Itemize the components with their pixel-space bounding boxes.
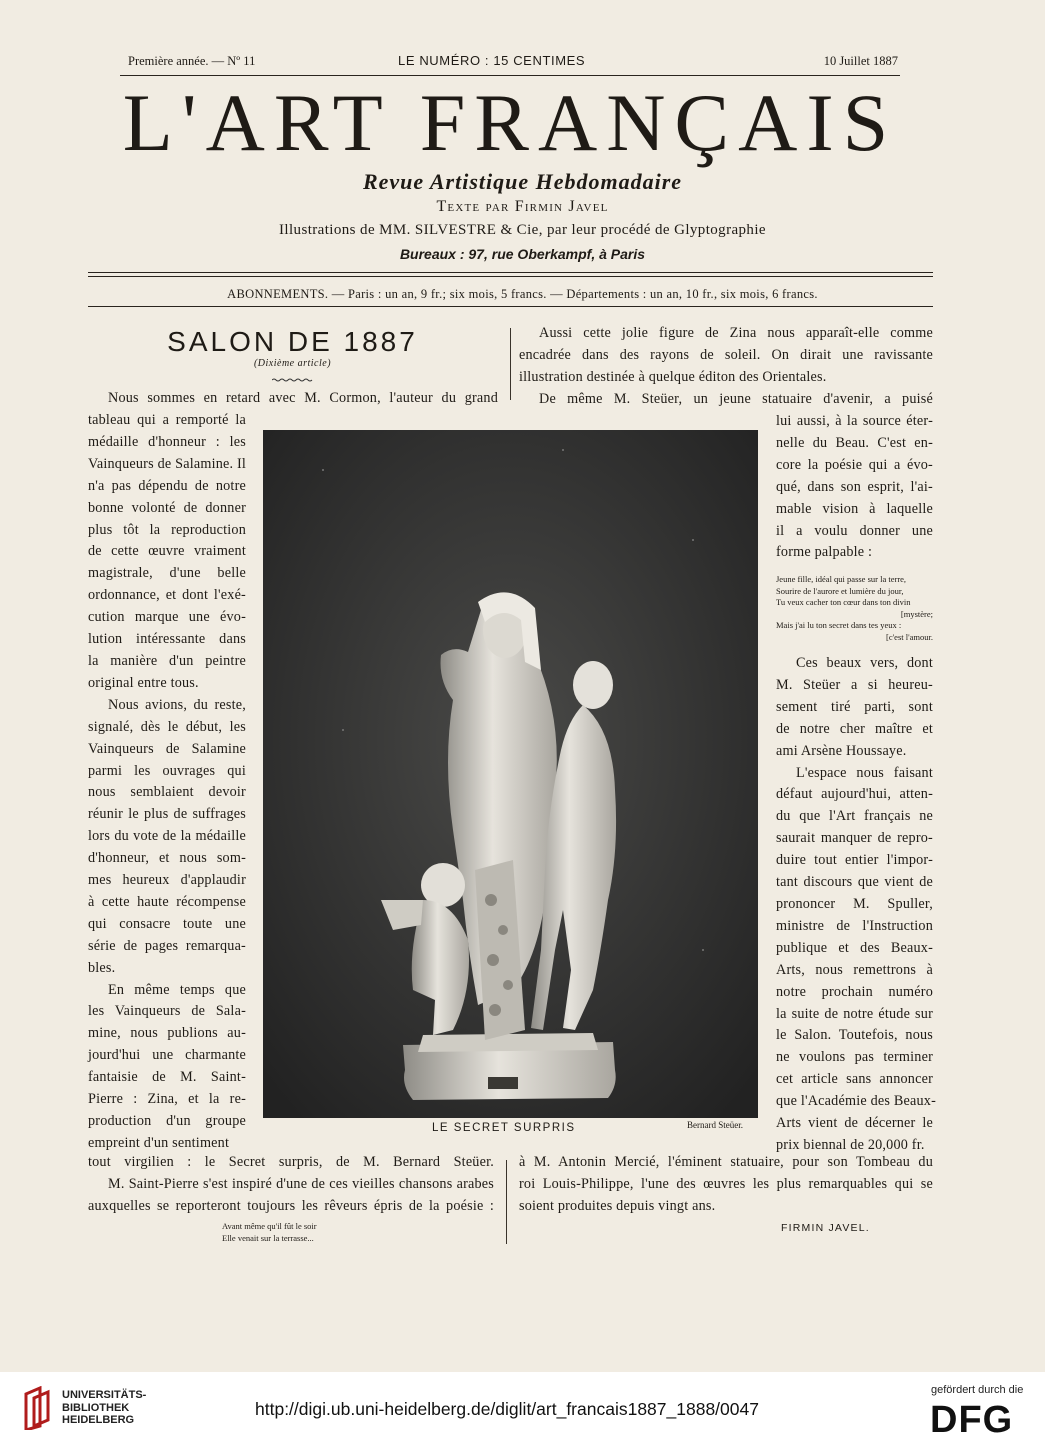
column-divider-top: [510, 328, 511, 400]
masthead-subtitle: Revue Artistique Hebdomadaire: [362, 169, 683, 194]
text-line: réunir le plus de suffrages: [88, 806, 246, 823]
text-line: ne voulons pas terminer: [776, 1049, 933, 1066]
text-line: tableau qui a remporté la: [88, 412, 246, 428]
illustrations-credit: Illustrations de MM. SILVESTRE & Cie, par leur procédé de Glyptographie: [279, 222, 766, 238]
right-top-paragraph: [519, 323, 933, 411]
text-line: que l'Académie des Beaux-: [776, 1093, 937, 1110]
text-line: lors du vote de la médaille: [88, 828, 246, 845]
text-line: le Salon. Toutefois, nous: [776, 1027, 933, 1044]
text-line: forme palpable :: [776, 544, 873, 561]
text-line: encadrée dans des rayons de soleil. On dirait une ravissante: [519, 346, 933, 363]
text-line: série de pages remarqua-: [88, 937, 246, 954]
text-line: la manière d'un peintre: [88, 652, 246, 669]
subscriptions-rule: [88, 306, 933, 307]
text-line: L'espace nous faisant: [796, 764, 933, 781]
text-line: En même temps que: [108, 981, 246, 998]
article-title: SALON DE 1887: [167, 326, 418, 357]
text-line: nelle du Beau. C'est en-: [776, 434, 933, 451]
verse-line: Mais j'ai lu ton secret dans tes yeux :: [776, 620, 902, 630]
right-narrow-column-a: [776, 411, 933, 564]
issue-price: LE NUMÉRO : 15 CENTIMES: [398, 53, 586, 68]
text-line: Ces beaux vers, dont: [796, 655, 933, 671]
text-line: prix biennal de 20,000 fr.: [776, 1136, 925, 1153]
verse-line: Jeune fille, idéal qui passe sur la terre,: [776, 574, 907, 584]
article-subtitle: (Dixième article): [253, 358, 332, 369]
text-line: n'a pas dépendu de notre: [88, 477, 246, 494]
column-divider-bottom: [506, 1160, 507, 1244]
text-line: médaille d'honneur : les: [88, 433, 246, 450]
text-line: qué, dans son esprit, l'ai-: [776, 478, 933, 495]
text-line: nous semblaient devoir: [88, 784, 246, 801]
text-line: les Vainqueurs de Sala-: [88, 1003, 246, 1020]
text-line: fantaisie de M. Saint-: [88, 1069, 246, 1086]
right-verse: [776, 574, 933, 643]
text-line: ami Arsène Houssaye.: [776, 742, 907, 759]
text-line: la suite de notre étude sur: [776, 1005, 933, 1022]
sculpture-illustration: [263, 430, 758, 1118]
text-line: Pierre : Zina, et la re-: [88, 1091, 246, 1108]
left-top-paragraph: [88, 388, 498, 410]
text-line: De même M. Steüer, un jeune statuaire d'avenir, a puisé: [539, 390, 933, 407]
text-line: mine, nous publions au-: [88, 1025, 246, 1042]
text-line: auxquelles se reporteront toujours les rêveurs épris de la poésie :: [88, 1197, 494, 1214]
right-bottom-paragraph: [519, 1152, 933, 1218]
text-line: original entre tous.: [88, 674, 199, 691]
text-line: Arts, nous remettrons à: [776, 961, 933, 978]
library-name: [62, 1389, 146, 1427]
verse-line: Elle venait sur la terrasse...: [222, 1232, 314, 1243]
text-line: à cette haute récompense: [88, 893, 246, 910]
text-line: prononcer M. Spuller,: [776, 895, 933, 912]
subscription-prices: ABONNEMENTS. — Paris : un an, 9 fr.; six mois, 5 francs. — Départements : un an, 10 fr., six mois, 6 francs.: [227, 287, 818, 301]
text-line: Nous sommes en retard avec M. Cormon, l'auteur du grand: [108, 390, 498, 406]
text-line: du que l'Art français ne: [776, 808, 933, 825]
text-line: de cette œuvre vraiment: [88, 543, 246, 560]
text-line: roi Louis-Philippe, l'une des œuvres les plus remarquables qui se: [519, 1175, 933, 1192]
verse-line: Avant même qu'il fût le soir: [222, 1221, 317, 1231]
text-line: saurait manquer de repro-: [776, 830, 933, 847]
left-verse: [222, 1221, 317, 1244]
text-line: sement tiré parti, sont: [776, 698, 933, 715]
text-line: défaut aujourd'hui, atten-: [776, 786, 933, 803]
digitization-footer: [0, 1372, 1045, 1448]
header-rule: [120, 75, 900, 76]
text-line: soient produites depuis vingt ans.: [519, 1197, 716, 1214]
issue-number: Première année. — Nº 11: [128, 54, 256, 68]
text-line: ordonnance, et dont l'exé-: [88, 587, 246, 604]
text-line: tout virgilien : le Secret surpris, de M. Bernard Steüer.: [88, 1154, 494, 1170]
left-bottom-paragraph: [88, 1152, 494, 1218]
byline: Texte par Firmin Javel: [436, 198, 609, 215]
text-line: magistrale, d'une belle: [88, 565, 246, 582]
text-line: signalé, dès le début, les: [88, 718, 246, 735]
funded-by-label: gefördert durch die: [931, 1384, 1024, 1396]
text-line: empreint d'un sentiment: [88, 1134, 230, 1151]
text-line: notre prochain numéro: [776, 983, 933, 1000]
figure-caption: LE SECRET SURPRIS: [432, 1122, 576, 1134]
right-narrow-column-b: [776, 653, 937, 1157]
ornament-squiggle: [272, 378, 314, 382]
verse-line: Sourire de l'aurore et lumière du jour,: [776, 585, 904, 596]
text-line: de notre cher maître et: [776, 720, 933, 737]
text-line: cet article sans annoncer: [776, 1071, 933, 1088]
university-library-logo-icon: [20, 1386, 56, 1430]
text-line: d'honneur, et nous som-: [88, 850, 246, 867]
signature: FIRMIN JAVEL.: [781, 1222, 870, 1234]
text-line: qui consacre toute une: [88, 915, 246, 932]
text-line: publique et des Beaux-: [776, 939, 933, 956]
issue-date: 10 Juillet 1887: [823, 54, 898, 68]
verse-line: [mystère;: [900, 608, 933, 619]
text-line: jourd'hui une charmante: [88, 1047, 246, 1064]
double-rule-top: [88, 272, 933, 273]
permalink-url[interactable]: http://digi.ub.uni-heidelberg.de/diglit/art_francais1887_1888/0047: [255, 1399, 759, 1419]
text-line: lui aussi, à la source éter-: [776, 413, 933, 429]
text-line: Aussi cette jolie figure de Zina nous apparaît-elle comme: [539, 325, 933, 341]
text-line: ministre de l'Instruction: [776, 917, 933, 934]
masthead-title: L'ART FRANÇAIS: [122, 77, 898, 168]
issue-info-bar: [128, 52, 898, 72]
sculpture-photograph: [263, 430, 758, 1118]
library-line: BIBLIOTHEK: [62, 1401, 130, 1414]
text-line: M. Saint-Pierre s'est inspiré d'une de ces vieilles chansons arabes: [108, 1175, 494, 1192]
verse-line: [c'est l'amour.: [886, 631, 933, 642]
text-line: tant discours que vient de: [776, 874, 933, 891]
double-rule-bottom: [88, 276, 933, 277]
text-line: illustration destinée à quelque éditon des Orientales.: [519, 368, 827, 385]
text-line: plus tôt la reproduction: [88, 521, 246, 538]
text-line: à M. Antonin Mercié, l'éminent statuaire, pour son Tombeau du: [519, 1154, 933, 1170]
bureaux-address: Bureaux : 97, rue Oberkampf, à Paris: [399, 246, 646, 262]
text-line: lution intéressante dans: [88, 631, 246, 648]
text-line: duire tout entier l'impor-: [776, 852, 933, 869]
text-line: Vainqueurs de Salamine. Il: [88, 455, 247, 472]
text-line: Arts vient de décerner le: [776, 1115, 933, 1132]
text-line: Vainqueurs de Salamine: [88, 740, 246, 757]
text-line: bles.: [88, 959, 116, 976]
text-line: M. Steüer a si heureu-: [776, 676, 933, 693]
text-line: cution marque une évo-: [88, 609, 246, 626]
library-line: UNIVERSITÄTS-: [62, 1389, 147, 1401]
text-line: il a voulu donner une: [776, 522, 933, 539]
text-line: parmi les ouvrages qui: [88, 762, 246, 779]
text-line: mable vision à laquelle: [776, 500, 933, 517]
library-line: HEIDELBERG: [62, 1414, 135, 1426]
text-line: mes heureux d'applaudir: [88, 872, 246, 889]
verse-line: Tu veux cacher ton cœur dans ton divin: [776, 597, 911, 607]
left-narrow-column: [88, 410, 246, 1155]
text-line: Nous avions, du reste,: [108, 696, 246, 713]
text-line: core la poésie qui a évo-: [776, 456, 933, 473]
dfg-logo: DFG: [930, 1399, 1014, 1441]
text-line: production d'un groupe: [88, 1113, 246, 1129]
figure-credit: Bernard Steüer.: [687, 1120, 743, 1130]
text-line: bonne volonté de donner: [88, 499, 246, 516]
